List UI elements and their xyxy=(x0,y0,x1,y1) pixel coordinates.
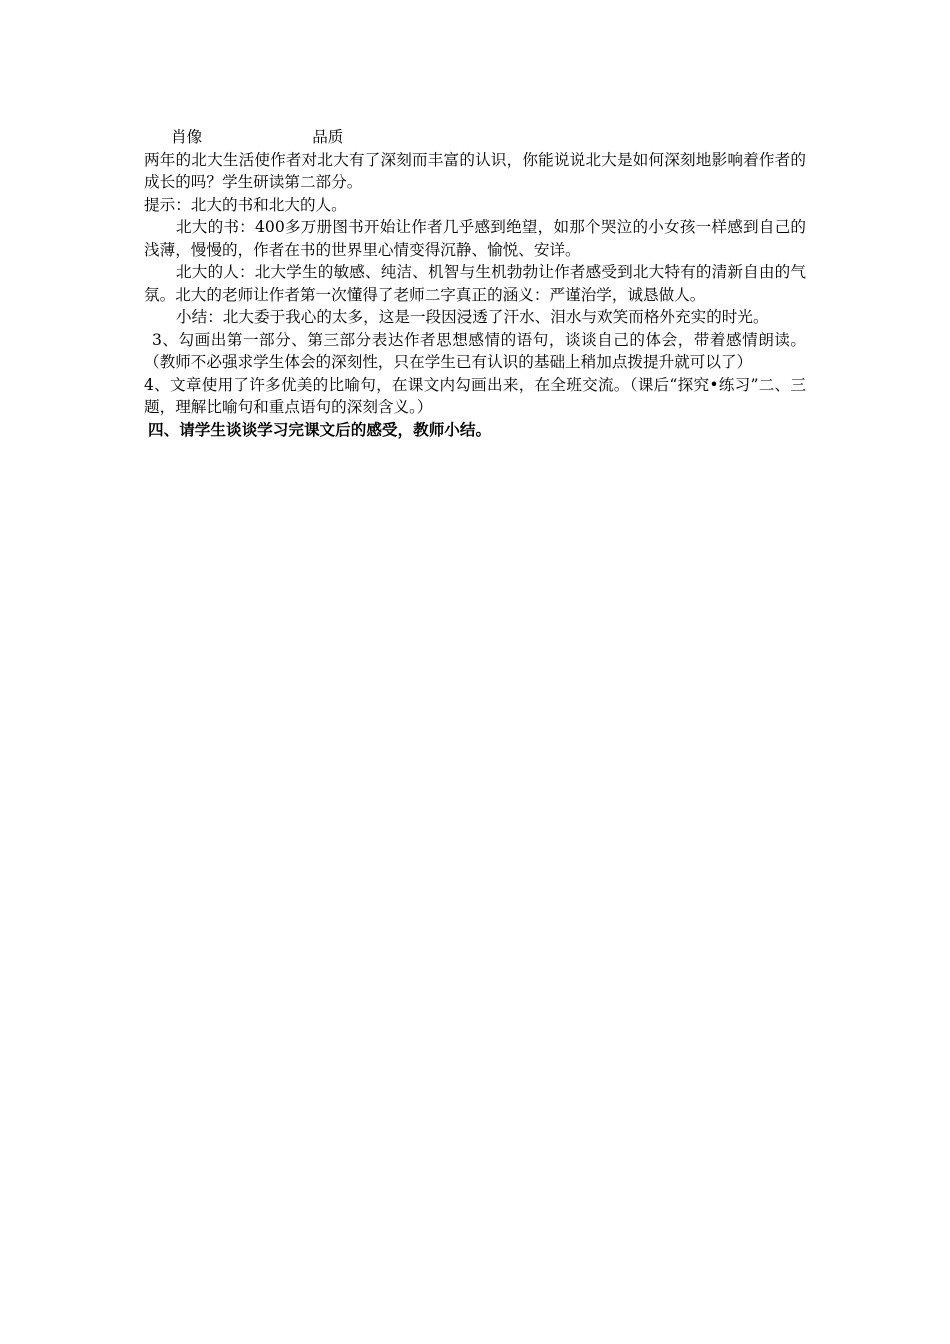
summary-paragraph: 小结：北大委于我心的太多，这是一段因浸透了汗水、泪水与欢笑而格外充实的时光。 xyxy=(176,308,769,326)
hint-paragraph: 提示：北大的书和北大的人。 xyxy=(144,195,347,214)
question-paragraph: 两年的北大生活使作者对北大有了深刻而丰富的认识，你能说说北大是如何深刻地影响着作者的成长的吗？学生研读第二部分。 xyxy=(144,150,806,191)
portrait-quality-line xyxy=(144,126,806,149)
document-body xyxy=(144,126,806,441)
quality-label: 品质 xyxy=(312,128,344,146)
books-paragraph: 北大的书：400多万册图书开始让作者几乎感到绝望，如那个哭泣的小女孩一样感到自己的浅薄，慢慢的，作者在书的世界里心情变得沉静、愉悦、安详。 xyxy=(144,218,806,259)
task-3-paragraph: 3、勾画出第一部分、第三部分表达作者思想感情的语句，谈谈自己的体会，带着感情朗读。（教师不必强求学生体会的深刻性，只在学生已有认识的基础上稍加点拨提升就可以了） xyxy=(144,330,806,371)
task-4-paragraph: 4、文章使用了许多优美的比喻句，在课文内勾画出来，在全班交流。（课后“探究•练习”二、三题，理解比喻句和重点语句的深刻含义。） xyxy=(144,375,806,416)
portrait-label: 肖像 xyxy=(171,128,203,146)
section-4-heading: 四、请学生谈谈学习完课文后的感受，教师小结。 xyxy=(148,419,492,439)
people-paragraph: 北大的人：北大学生的敏感、纯洁、机智与生机勃勃让作者感受到北大特有的清新自由的气氛。北大的老师让作者第一次懂得了老师二字真正的涵义：严谨治学，诚恳做人。 xyxy=(144,263,806,304)
